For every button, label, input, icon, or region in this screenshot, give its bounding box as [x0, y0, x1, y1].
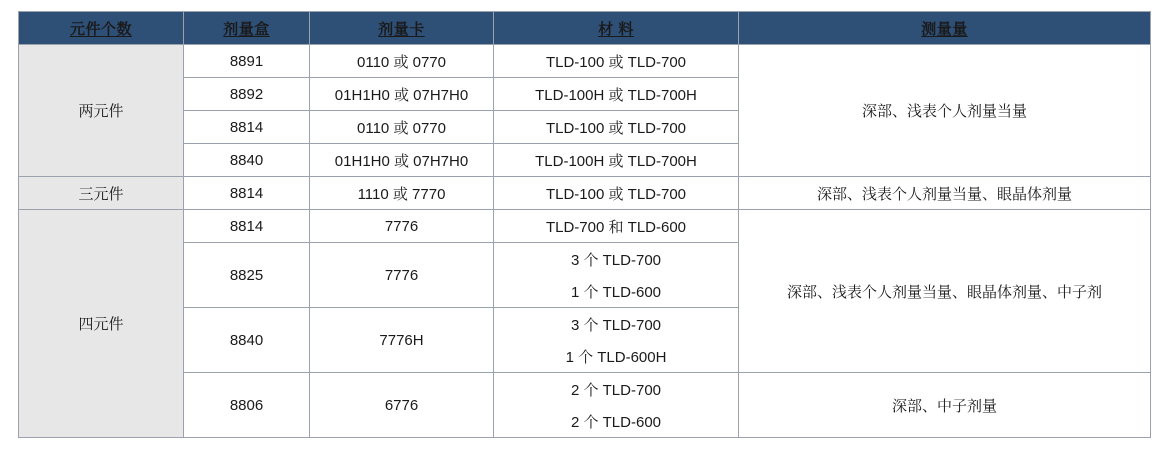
- cell-material-line-2: 1 个 TLD-600: [494, 275, 739, 308]
- cell-dose-box: 8814: [184, 177, 310, 210]
- cell-dose-card: 7776: [310, 243, 494, 308]
- cell-dose-box: 8840: [184, 308, 310, 373]
- cell-material-line-1: 3 个 TLD-700: [494, 243, 739, 276]
- group-label-two-element: 两元件: [19, 45, 184, 177]
- cell-dose-box: 8891: [184, 45, 310, 78]
- cell-measurand-three-element: 深部、浅表个人剂量当量、眼晶体剂量: [739, 177, 1151, 210]
- cell-material: TLD-100H 或 TLD-700H: [494, 144, 739, 177]
- cell-dose-card: 1110 或 7770: [310, 177, 494, 210]
- column-header-measurand: [739, 12, 1151, 45]
- column-header-element-count-label: 元件个数: [69, 20, 132, 38]
- cell-material: TLD-100 或 TLD-700: [494, 111, 739, 144]
- column-header-material: [494, 12, 739, 45]
- cell-dose-card: 01H1H0 或 07H7H0: [310, 144, 494, 177]
- group-label-four-element: 四元件: [19, 210, 184, 438]
- cell-material-line-1: 3 个 TLD-700: [494, 308, 739, 341]
- cell-measurand-two-element: 深部、浅表个人剂量当量: [739, 45, 1151, 177]
- cell-material: TLD-100H 或 TLD-700H: [494, 78, 739, 111]
- table-header-row: [19, 12, 1151, 45]
- column-header-dose-box-label: 剂量盒: [223, 20, 270, 38]
- table-body: [19, 45, 1151, 438]
- cell-dose-card: 7776: [310, 210, 494, 243]
- cell-measurand-four-element-b: 深部、中子剂量: [739, 373, 1151, 438]
- column-header-material-label: 材 料: [598, 20, 634, 38]
- document-page: [0, 11, 1168, 470]
- cell-material: TLD-700 和 TLD-600: [494, 210, 739, 243]
- cell-material: TLD-100 或 TLD-700: [494, 177, 739, 210]
- table-row: [19, 373, 1151, 406]
- cell-dose-card: 7776H: [310, 308, 494, 373]
- table-row: [19, 45, 1151, 78]
- group-label-three-element: 三元件: [19, 177, 184, 210]
- column-header-dose-card: [310, 12, 494, 45]
- table-row: [19, 210, 1151, 243]
- cell-dose-card: 6776: [310, 373, 494, 438]
- cell-dose-box: 8825: [184, 243, 310, 308]
- cell-dose-card: 01H1H0 或 07H7H0: [310, 78, 494, 111]
- cell-dose-box: 8814: [184, 111, 310, 144]
- cell-dose-box: 8892: [184, 78, 310, 111]
- cell-material-line-2: 1 个 TLD-600H: [494, 340, 739, 373]
- cell-material: TLD-100 或 TLD-700: [494, 45, 739, 78]
- cell-measurand-four-element-a: 深部、浅表个人剂量当量、眼晶体剂量、中子剂: [739, 210, 1151, 373]
- column-header-dose-card-label: 剂量卡: [378, 20, 425, 38]
- column-header-element-count: [19, 12, 184, 45]
- cell-dose-box: 8806: [184, 373, 310, 438]
- column-header-dose-box: [184, 12, 310, 45]
- cell-dose-box: 8814: [184, 210, 310, 243]
- column-header-measurand-label: 测量量: [921, 20, 968, 38]
- cell-material-line-2: 2 个 TLD-600: [494, 405, 739, 438]
- dosimeter-spec-table: [18, 11, 1151, 438]
- cell-dose-card: 0110 或 0770: [310, 45, 494, 78]
- table-header: [19, 12, 1151, 45]
- table-row: [19, 177, 1151, 210]
- cell-dose-box: 8840: [184, 144, 310, 177]
- cell-material-line-1: 2 个 TLD-700: [494, 373, 739, 406]
- cell-dose-card: 0110 或 0770: [310, 111, 494, 144]
